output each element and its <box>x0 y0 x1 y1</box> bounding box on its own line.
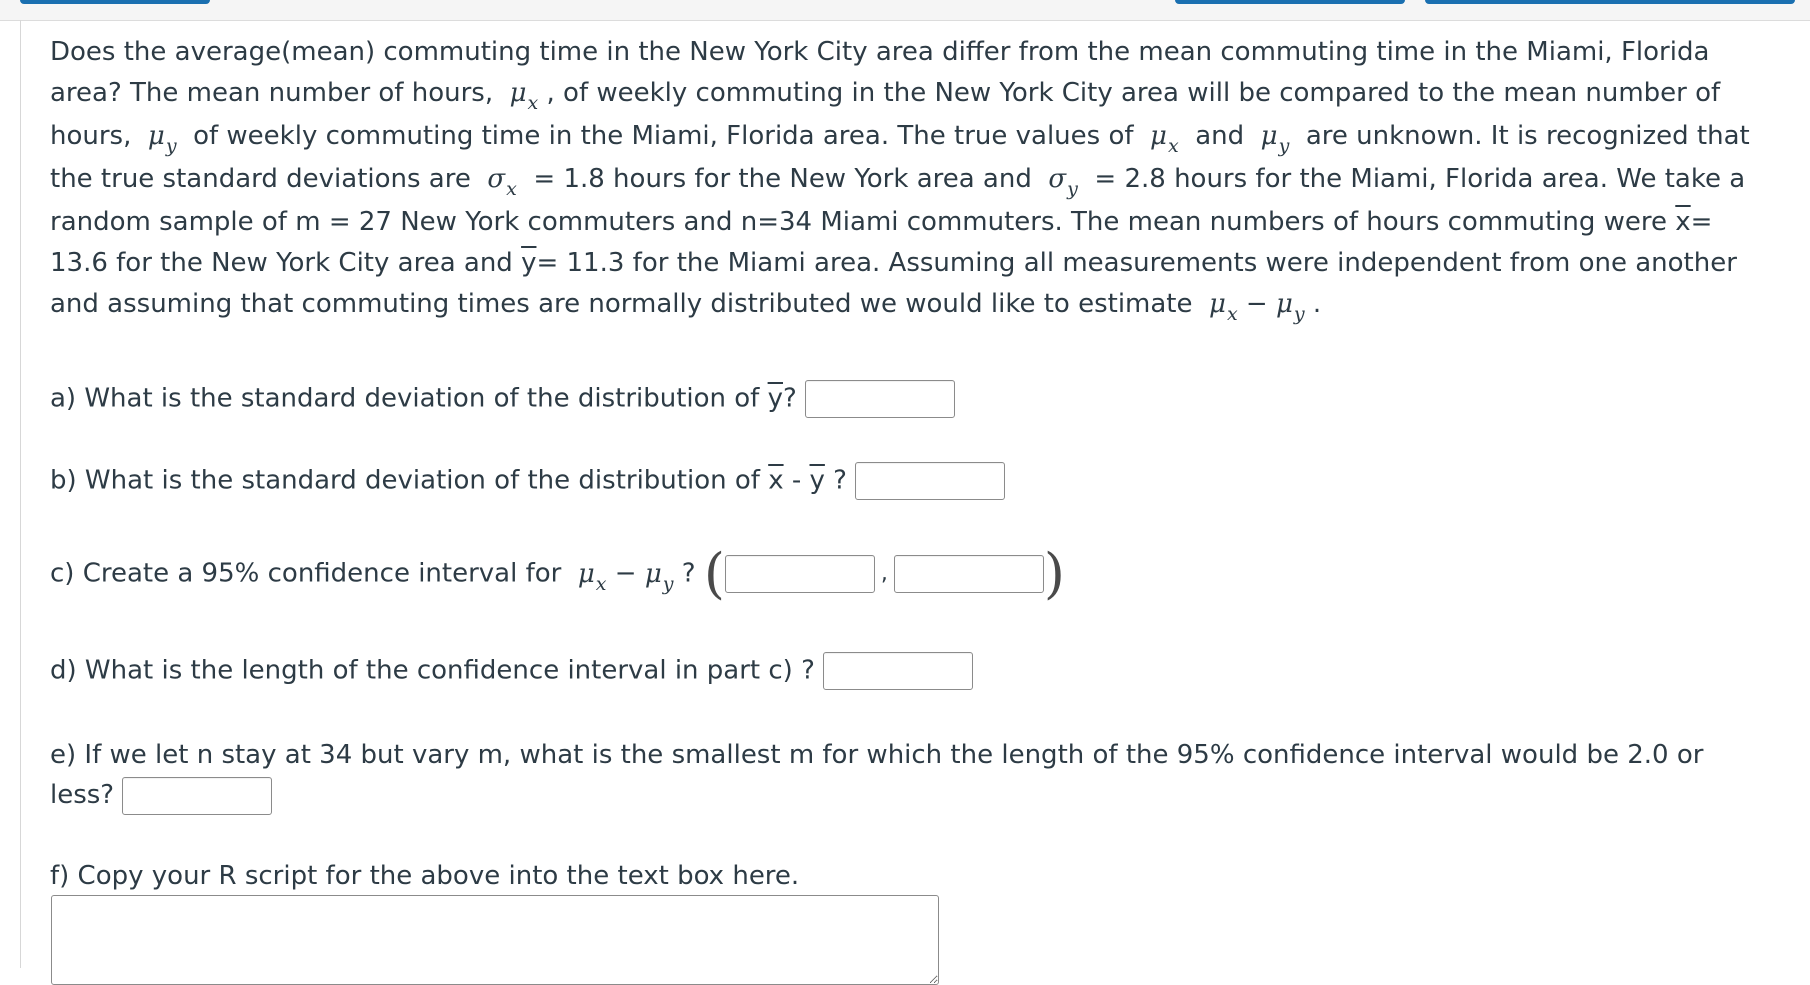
x-bar-symbol: $\overline{x}$ <box>768 465 784 496</box>
close-paren: ) <box>1043 542 1065 605</box>
mu-x-symbol: $\mu_x$ <box>509 78 539 114</box>
x-bar-symbol: $\overline{x}$ <box>1675 207 1691 237</box>
y-bar-symbol: $\overline{y}$ <box>809 465 825 496</box>
part-b: b) What is the standard deviation of the distribution of $\overline{x} - \overline{y}$ ? <box>50 462 1005 500</box>
top-toolbar-strip <box>0 0 1810 21</box>
part-d: d) What is the length of the confidence interval in part c) ? <box>50 652 973 690</box>
question-paragraph <box>50 32 1790 327</box>
r-script-textarea[interactable] <box>51 895 939 985</box>
top-tab-edge-left[interactable] <box>20 0 210 4</box>
mu-x-symbol: $\mu_x$ <box>1150 121 1179 157</box>
answer-a-input[interactable] <box>805 380 955 418</box>
question-line-2: area? The mean number of hours, $\mu_x$ , of weekly commuting in the New York City area will be compared to the mean number of <box>50 78 1721 114</box>
part-e <box>50 735 1703 815</box>
mu-y-symbol: $\mu_y$ <box>147 121 177 157</box>
open-paren: ( <box>703 542 725 605</box>
mu-y-symbol: $\mu_y$ <box>1260 121 1290 157</box>
part-c: c) Create a 95% confidence interval for $\mu_x - \mu_y$ ? ( , ) <box>50 542 1065 605</box>
top-tab-edge-middle[interactable] <box>1175 0 1405 4</box>
ci-lower-input[interactable] <box>725 555 875 593</box>
sigma-y-symbol: $\sigma_y$ <box>1048 164 1078 200</box>
left-divider <box>20 20 21 968</box>
mu-y-symbol: $\mu_y$ <box>1275 289 1305 325</box>
y-bar-symbol: $\overline{y}$ <box>767 383 783 414</box>
answer-b-input[interactable] <box>855 462 1005 500</box>
mu-x-symbol: $\mu_x$ <box>1209 289 1238 325</box>
y-bar-symbol: $\overline{y}$ <box>521 248 537 278</box>
question-line-6: 13.6 for the New York City area and $\overline{y}= 11.3$ for the Miami area. Assuming all measurements were independent from one another <box>50 248 1737 278</box>
part-a: a) What is the standard deviation of the distribution of $\overline{y}$? <box>50 380 955 418</box>
question-line-7: and assuming that commuting times are normally distributed we would like to estimate $\mu_x - \mu_y$ . <box>50 289 1322 325</box>
part-e-line-2: less? <box>50 775 1703 815</box>
top-tab-edge-right[interactable] <box>1425 0 1795 4</box>
question-line-1: Does the average(mean) commuting time in the New York City area differ from the mean commuting time in the Miami, Florida <box>50 37 1710 67</box>
answer-d-input[interactable] <box>823 652 973 690</box>
mu-y-symbol: $\mu_y$ <box>644 558 674 595</box>
part-e-line-1: e) If we let n stay at 34 but vary m, what is the smallest m for which the length of the 95% confidence interval would be 2.0 or <box>50 740 1704 770</box>
ci-comma: , <box>880 561 888 586</box>
ci-upper-input[interactable] <box>894 555 1044 593</box>
answer-e-input[interactable] <box>122 777 272 815</box>
question-line-3: hours, $\mu_y$ of weekly commuting time in the Miami, Florida area. The true values of $\mu_x$ and $\mu_y$ are unknown. It is recognized that <box>50 121 1750 157</box>
mu-x-symbol: $\mu_x$ <box>577 558 607 595</box>
question-line-4: the true standard deviations are $\sigma_x = 1.8$ hours for the New York area and $\sigma_y = 2.8$ hours for the Miami, Florida area. We take a <box>50 164 1746 200</box>
sigma-x-symbol: $\sigma_x$ <box>487 164 517 200</box>
part-f: f) Copy your R script for the above into the text box here. <box>50 861 800 891</box>
question-line-5: random sample of m = 27 New York commuters and n=34 Miami commuters. The mean numbers of hours commuting were $\overline{x}=$ <box>50 207 1713 237</box>
